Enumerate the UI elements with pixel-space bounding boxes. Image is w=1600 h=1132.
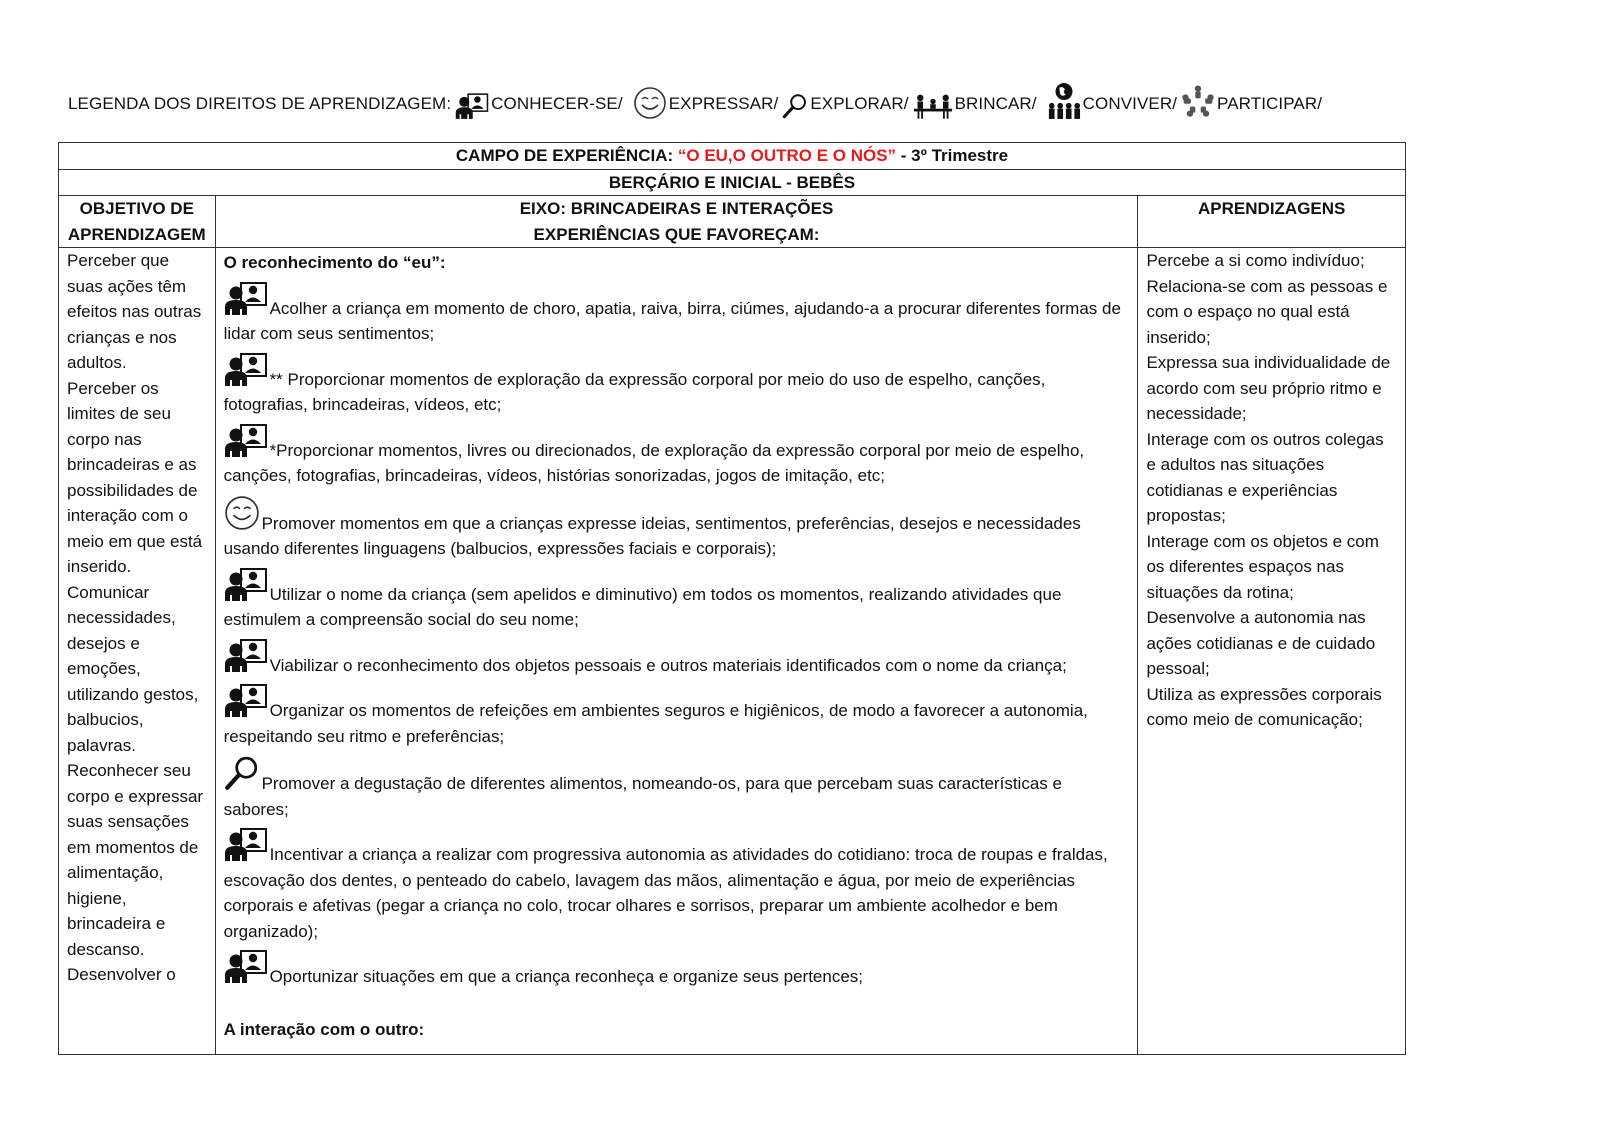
- learnings-cell: [1138, 248, 1406, 1055]
- activity-item: [224, 495, 1130, 562]
- legend-label: EXPLORAR/: [810, 94, 909, 113]
- legend-item-conhecer: [451, 93, 623, 120]
- people-icon: [224, 684, 268, 718]
- objectives-text: Perceber que suas ações têm efeitos nas outras crianças e nos adultos. Perceber os limites de seu corpo nas brincadeiras e as possibilidades de interação com o meio em que está inserido. Comunicar necessidades, desejos e emoções, utilizando gestos, balbucios, palavras. Reconhecer seu corpo e expressar suas sensações em momentos de alimentação, higiene, brincadeira e descanso. Desenvolver o: [67, 251, 204, 984]
- header-eixo: [215, 196, 1138, 248]
- activity-text: Oportunizar situações em que a criança reconheça e organize seus pertences;: [269, 967, 864, 986]
- legend-label: BRINCAR/: [954, 94, 1037, 113]
- learning-item: Relaciona-se com as pessoas e com o espaço no qual está inserido;: [1146, 276, 1388, 347]
- globe-people-icon: [1047, 82, 1081, 120]
- activity-text: Promover momentos em que a crianças expresse ideias, sentimentos, preferências, desejos e necessidades usando diferentes linguagens (balbucios, expressões faciais e corporais);: [223, 513, 1081, 558]
- activity-item: [224, 282, 1130, 347]
- learning-item: Expressa sua individualidade de acordo com seu próprio ritmo e necessidade;: [1146, 353, 1391, 423]
- campo-prefix: CAMPO DE EXPERIÊNCIA:: [455, 146, 674, 165]
- activity-text: Promover a degustação de diferentes alimentos, nomeando-os, para que percebam suas características e sabores;: [223, 774, 1062, 819]
- circle-people-icon: [1181, 84, 1215, 120]
- activity-text: Viabilizar o reconhecimento dos objetos pessoais e outros materiais identificados com o nome da criança;: [269, 655, 1067, 675]
- people-icon: [455, 93, 489, 120]
- activity-item: [224, 755, 1130, 822]
- legend-label: CONHECER-SE/: [491, 94, 623, 113]
- people-icon: [224, 424, 268, 458]
- learning-item: Desenvolve a autonomia nas ações cotidianas e de cuidado pessoal;: [1146, 608, 1376, 678]
- legend-item-expressar: [623, 86, 779, 120]
- campo-title: “O EU,O OUTRO E O NÓS”: [677, 146, 897, 165]
- legend-label: EXPRESSAR/: [668, 94, 779, 113]
- activity-item: [224, 424, 1130, 489]
- learning-item: Interage com os outros colegas e adultos nas situações cotidianas e experiências propostas;: [1146, 429, 1384, 525]
- activity-item: [224, 353, 1130, 418]
- content-row: [59, 248, 1406, 1055]
- learnings-list: [1146, 248, 1397, 733]
- header-eixo-line1: EIXO: BRINCADEIRAS E INTERAÇÕES: [519, 199, 834, 218]
- legend-item-conviver: [1037, 82, 1177, 120]
- activity-item: [224, 828, 1130, 944]
- people-icon: [224, 950, 268, 984]
- people-icon: [224, 639, 268, 673]
- activity-text: Utilizar o nome da criança (sem apelidos e diminutivo) em todos os momentos, realizando atividades que estimulem a compreensão social do seu nome;: [223, 584, 1062, 629]
- legend: [68, 66, 1322, 120]
- legend-label: PARTICIPAR/: [1217, 94, 1323, 113]
- planning-table: [58, 142, 1406, 1055]
- activity-list: [224, 282, 1130, 990]
- learning-item: Interage com os objetos e com os diferentes espaços nas situações da rotina;: [1146, 531, 1379, 602]
- magnifier-icon: [224, 755, 260, 791]
- legend-title: LEGENDA DOS DIREITOS DE APRENDIZAGEM:: [68, 94, 452, 113]
- magnifier-icon: [782, 92, 808, 120]
- activity-item: [224, 639, 1130, 679]
- activity-text: Incentivar a criança a realizar com progressiva autonomia as atividades do cotidiano: troca de roupas e fraldas, escovação dos dentes, o penteado do cabelo, lavagem das mãos, alimentação e água, por meio de experiências corporais e afetivas (pegar a criança no colo, trocar olhares e sorrisos, preparar um ambiente acolhedor e bem organizado);: [223, 845, 1108, 941]
- legend-label: CONVIVER/: [1082, 94, 1178, 113]
- activity-item: [224, 950, 1130, 990]
- smiley-icon: [224, 495, 260, 531]
- level-cell: BERÇÁRIO E INICIAL - BEBÊS: [59, 169, 1406, 196]
- activity-item: [224, 684, 1130, 749]
- activity-item: [224, 568, 1130, 633]
- campo-cell: [59, 143, 1406, 170]
- header-learnings: APRENDIZAGENS: [1138, 196, 1406, 248]
- section-outro-title: A interação com o outro:: [223, 1019, 425, 1039]
- activity-text: *Proporcionar momentos, livres ou direcionados, de exploração da expressão corporal por meio de espelho, canções, fotografias, brincadeiras, vídeos, histórias sonorizadas, jogos de imitação, etc;: [223, 440, 1085, 485]
- experiences-cell: [215, 248, 1138, 1055]
- campo-row: [59, 143, 1406, 170]
- section-eu-title: O reconhecimento do “eu”:: [223, 253, 446, 272]
- people-icon: [224, 353, 268, 387]
- column-header-row: [59, 196, 1406, 248]
- activity-text: ** Proporcionar momentos de exploração da expressão corporal por meio do uso de espelho, canções, fotografias, brincadeiras, vídeos, etc;: [223, 369, 1046, 414]
- play-icon: [913, 92, 953, 120]
- activity-text: Acolher a criança em momento de choro, apatia, raiva, birra, ciúmes, ajudando-a a procurar diferentes formas de lidar com seus sentimentos;: [223, 298, 1121, 343]
- legend-item-brincar: [909, 92, 1037, 120]
- legend-item-participar: [1177, 84, 1322, 120]
- campo-suffix: - 3º Trimestre: [900, 146, 1009, 165]
- people-icon: [224, 828, 268, 862]
- smiley-icon: [633, 86, 667, 120]
- learning-item: Percebe a si como indivíduo;: [1146, 251, 1365, 270]
- objectives-cell: [59, 248, 216, 1055]
- level-row: [59, 169, 1406, 196]
- legend-item-explorar: [778, 92, 908, 120]
- header-eixo-line2: EXPERIÊNCIAS QUE FAVOREÇAM:: [533, 224, 820, 244]
- learning-item: Utiliza as expressões corporais como meio de comunicação;: [1146, 684, 1382, 729]
- people-icon: [224, 282, 268, 316]
- activity-text: Organizar os momentos de refeições em ambientes seguros e higiênicos, de modo a favorecer a autonomia, respeitando seu ritmo e preferências;: [223, 701, 1088, 746]
- header-objective: OBJETIVO DE APRENDIZAGEM: [59, 196, 216, 248]
- people-icon: [224, 568, 268, 602]
